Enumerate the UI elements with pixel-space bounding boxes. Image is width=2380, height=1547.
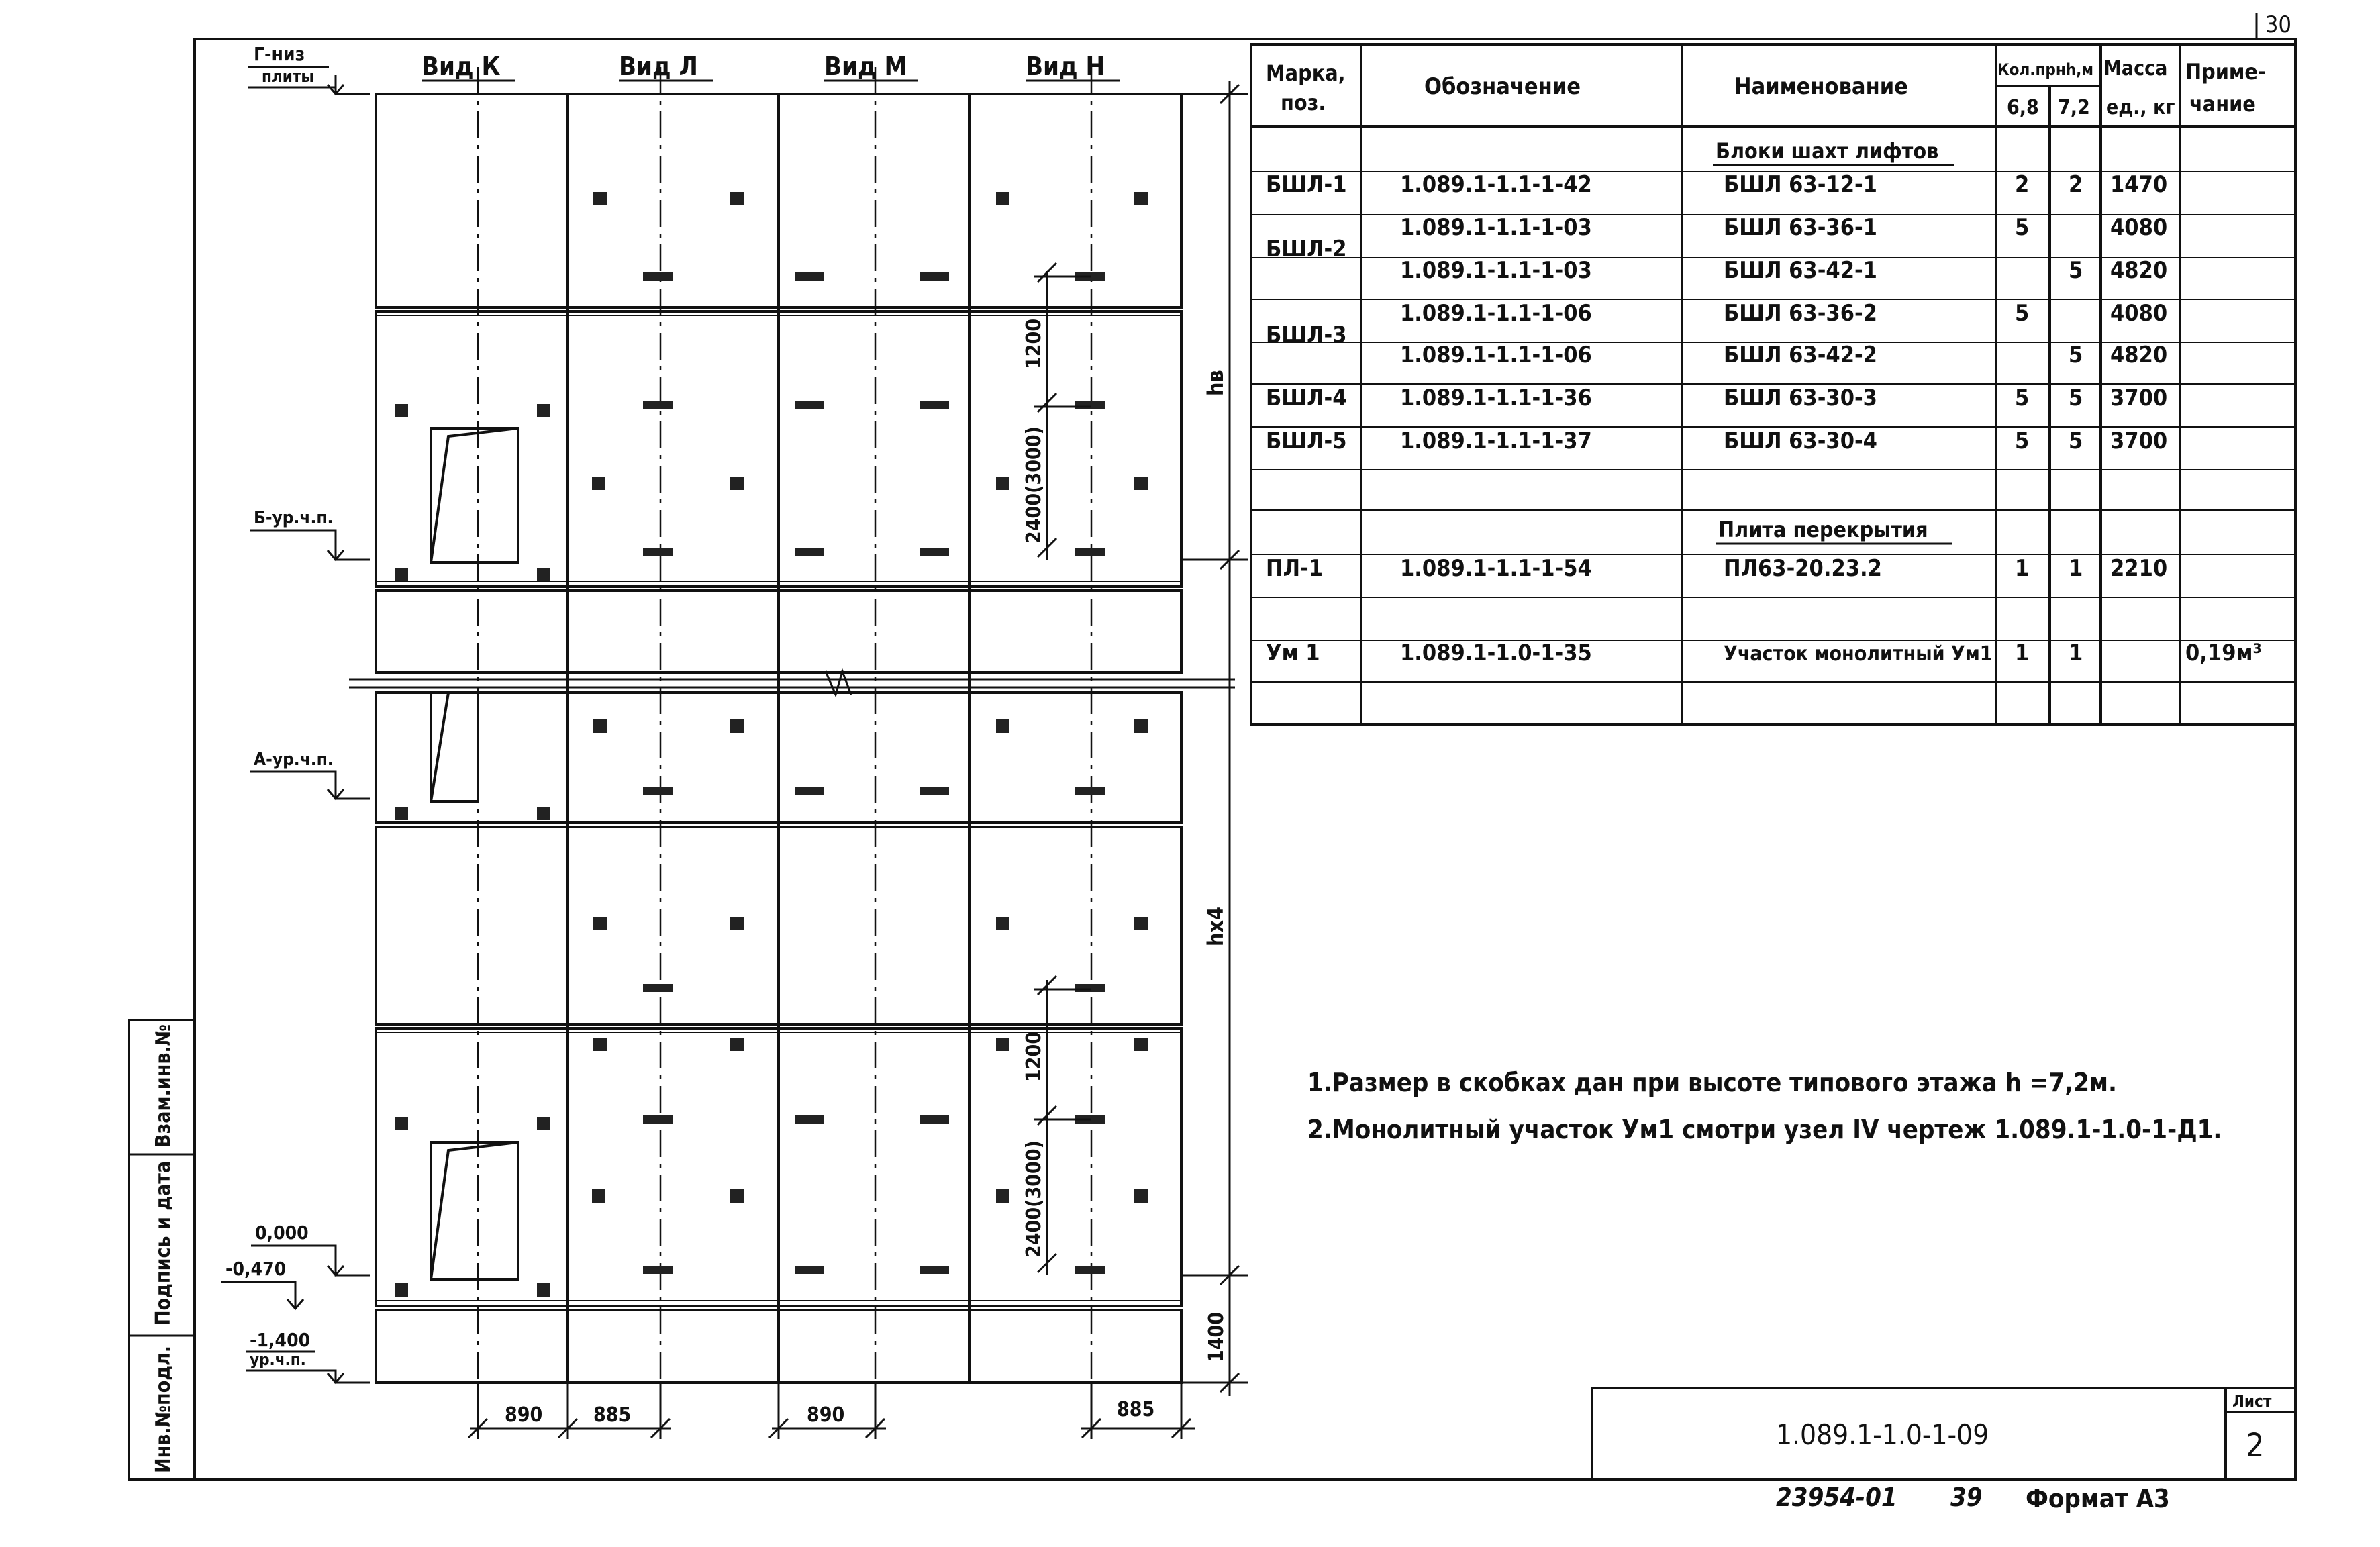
dim-1200-lower: 1200 — [1022, 1031, 1046, 1082]
dim-1400: 1400 — [1205, 1311, 1228, 1362]
table-rows — [1266, 171, 2262, 666]
cell-designation: 1.089.1-1.1-1-06 — [1400, 300, 1592, 327]
level-m0470: -0,470 — [226, 1258, 287, 1280]
embed-square — [1134, 192, 1148, 205]
dim-hx4: hx4 — [1203, 906, 1228, 946]
table-row — [1400, 342, 2167, 368]
cell-designation: 1.089.1-1.1-1-06 — [1400, 342, 1592, 368]
level-marks — [221, 43, 370, 1383]
embed-square — [730, 1189, 744, 1203]
embed-bar — [920, 1266, 949, 1274]
embed-square — [1134, 917, 1148, 930]
embed-square — [592, 1189, 605, 1203]
embed-bar — [643, 787, 673, 795]
embed-square — [1134, 477, 1148, 490]
cell-mass: 4080 — [2110, 300, 2168, 327]
embed-square — [537, 1283, 550, 1297]
title-stamp — [1592, 1388, 2295, 1513]
embed-square — [395, 807, 408, 820]
embed-square — [395, 568, 408, 581]
th-designation: Обозначение — [1424, 73, 1581, 100]
embed-bar — [920, 272, 949, 281]
dimensions — [468, 81, 1248, 1439]
embed-bar — [795, 1115, 824, 1124]
embed-square — [395, 404, 408, 417]
embed-bar — [643, 272, 673, 281]
cell-q72: 5 — [2069, 428, 2083, 454]
embed-square — [730, 477, 744, 490]
dim-bottom-4: 885 — [1117, 1398, 1155, 1421]
embed-square — [1134, 1038, 1148, 1051]
cell-mark: Ум 1 — [1266, 640, 1320, 666]
cell-q72: 5 — [2069, 342, 2083, 368]
th-mass-1: Масса — [2103, 57, 2168, 81]
th-qty: Кол.прнh,м — [1997, 60, 2094, 79]
th-note-2: чание — [2189, 91, 2256, 117]
stamp-format: Формат А3 — [2026, 1484, 2170, 1513]
dim-bottom-2: 885 — [593, 1403, 632, 1427]
cell-designation: 1.089.1-1.1-1-36 — [1400, 385, 1592, 411]
side-label-sign: Подпись и дата — [152, 1160, 175, 1326]
shaft-blocks — [376, 94, 1181, 1383]
cell-designation: 1.089.1-1.1-1-03 — [1400, 214, 1592, 241]
embed-square — [730, 192, 744, 205]
embed-bar — [643, 984, 673, 992]
embed-square — [537, 807, 550, 820]
section-shaft-blocks: Блоки шахт лифтов — [1716, 138, 1939, 164]
view-k-title: Вид К — [422, 52, 501, 81]
cell-designation: 1.089.1-1.1-1-42 — [1400, 171, 1592, 198]
embed-square — [395, 1117, 408, 1130]
side-label-inv: Инв.№подл. — [152, 1345, 175, 1473]
embed-square — [537, 404, 550, 417]
view-l-title: Вид Л — [619, 52, 698, 81]
dim-2400-upper: 2400(3000) — [1022, 426, 1046, 544]
th-qty-72: 7,2 — [2058, 96, 2090, 119]
stamp-inv-number-2: 39 — [1950, 1483, 1983, 1512]
cell-q68: 5 — [2015, 385, 2030, 411]
cell-q68: 5 — [2015, 428, 2030, 454]
embed-square — [537, 568, 550, 581]
stamp-sheet-label: Лист — [2232, 1392, 2272, 1411]
level-a: А-ур.ч.п. — [254, 750, 334, 770]
embed-bar — [1075, 787, 1105, 795]
embed-square — [730, 917, 744, 930]
cell-q68: 5 — [2015, 214, 2030, 241]
th-mark-2: поз. — [1281, 90, 1326, 115]
dim-2400-lower: 2400(3000) — [1022, 1140, 1046, 1258]
embed-square — [996, 1038, 1009, 1051]
stamp-sheet-number: 2 — [2246, 1427, 2265, 1464]
embed-square — [593, 917, 607, 930]
embed-bar — [643, 548, 673, 556]
table-row — [1266, 640, 2262, 666]
cell-q72: 2 — [2069, 171, 2083, 198]
view-n-title: Вид Н — [1026, 52, 1105, 81]
embed-square — [593, 192, 607, 205]
level-b: Б-ур.ч.п. — [254, 508, 334, 528]
cell-designation: 1.089.1-1.1-1-03 — [1400, 257, 1592, 284]
page-number: 30 — [2265, 11, 2291, 38]
level-m1400-line1: -1,400 — [250, 1329, 311, 1351]
notes — [1307, 1068, 2222, 1144]
cell-note: 0,19м³ — [2185, 640, 2262, 666]
cell-mass: 4820 — [2110, 257, 2168, 284]
embed-bar — [920, 1115, 949, 1124]
embed-square — [730, 1038, 744, 1051]
cell-mark: БШЛ-5 — [1266, 428, 1347, 454]
door-openings — [431, 428, 518, 1279]
table-row — [1266, 171, 2167, 198]
embed-square — [592, 477, 605, 490]
cell-mark: БШЛ-2 — [1266, 236, 1347, 262]
cell-designation: 1.089.1-1.1-1-37 — [1400, 428, 1592, 454]
cell-q68: 1 — [2015, 555, 2030, 582]
th-qty-68: 6,8 — [2007, 96, 2039, 119]
cell-name: БШЛ 63-36-2 — [1724, 300, 1877, 327]
embed-square — [996, 192, 1009, 205]
table-row — [1266, 428, 2167, 454]
cell-q72: 1 — [2069, 555, 2083, 582]
table-row — [1266, 385, 2167, 411]
break-lines — [349, 671, 1235, 695]
embed-bar — [795, 787, 824, 795]
embed-bar — [1075, 984, 1105, 992]
spec-table — [1251, 44, 2295, 725]
cell-designation: 1.089.1-1.1-1-54 — [1400, 555, 1592, 582]
embed-square — [1134, 1189, 1148, 1203]
th-note-1: Приме- — [2185, 59, 2266, 85]
stamp-doc-code: 1.089.1-1.0-1-09 — [1776, 1418, 1989, 1451]
embed-bar — [795, 1266, 824, 1274]
section-slab: Плита перекрытия — [1718, 517, 1928, 542]
level-zero: 0,000 — [255, 1221, 309, 1244]
cell-mass: 4080 — [2110, 214, 2168, 241]
embed-bar — [643, 1115, 673, 1124]
embed-square — [996, 917, 1009, 930]
cell-name: Участок монолитный Ум1 — [1724, 642, 1993, 666]
level-top-line1: Г-низ — [254, 43, 305, 65]
cell-mass: 4820 — [2110, 342, 2168, 368]
table-row — [1266, 214, 2167, 262]
cell-q68: 5 — [2015, 300, 2030, 327]
cell-mass: 1470 — [2110, 171, 2168, 198]
cell-name: БШЛ 63-42-1 — [1724, 257, 1877, 284]
dim-bottom-1: 890 — [505, 1403, 543, 1427]
cell-q72: 1 — [2069, 640, 2083, 666]
cell-mark: БШЛ-4 — [1266, 385, 1347, 411]
cell-designation: 1.089.1-1.0-1-35 — [1400, 640, 1592, 666]
embed-bar — [920, 548, 949, 556]
cell-mass: 2210 — [2110, 555, 2168, 582]
embed-bar — [920, 401, 949, 409]
stamp-inv-number: 23954-01 — [1776, 1483, 1897, 1512]
embed-square — [996, 477, 1009, 490]
level-top-line2: плиты — [262, 67, 314, 86]
cell-mark: БШЛ-1 — [1266, 171, 1347, 198]
embed-square — [730, 719, 744, 733]
side-label-replace: Взам.инв.№ — [152, 1024, 175, 1148]
dim-1200-upper: 1200 — [1022, 318, 1046, 369]
embed-bar — [795, 548, 824, 556]
cell-q68: 2 — [2015, 171, 2030, 198]
embed-square — [1134, 719, 1148, 733]
sheet-frame — [129, 39, 2295, 1479]
cell-name: БШЛ 63-36-1 — [1724, 214, 1877, 241]
embed-square — [996, 1189, 1009, 1203]
cell-name: БШЛ 63-30-3 — [1724, 385, 1877, 411]
cell-name: ПЛ63-20.23.2 — [1724, 555, 1882, 582]
cell-name: БШЛ 63-30-4 — [1724, 428, 1877, 454]
embed-bar — [643, 401, 673, 409]
embed-square — [996, 719, 1009, 733]
cell-q72: 5 — [2069, 257, 2083, 284]
cell-name: БШЛ 63-42-2 — [1724, 342, 1877, 368]
embed-bar — [1075, 1266, 1105, 1274]
th-mark-1: Марка, — [1266, 60, 1346, 86]
level-m1400-line2: ур.ч.п. — [250, 1350, 306, 1369]
embed-square — [537, 1117, 550, 1130]
embed-square — [395, 1283, 408, 1297]
cell-mark: ПЛ-1 — [1266, 555, 1323, 582]
note-1: 1.Размер в скобках дан при высоте типового этажа h =7,2м. — [1307, 1068, 2117, 1097]
dim-bottom-3: 890 — [807, 1403, 845, 1427]
embed-bar — [1075, 401, 1105, 409]
view-headers — [422, 52, 1120, 81]
embed-bar — [1075, 548, 1105, 556]
table-row — [1400, 257, 2167, 284]
embed-square — [593, 1038, 607, 1051]
embed-bar — [920, 787, 949, 795]
cell-q72: 5 — [2069, 385, 2083, 411]
cell-mass: 3700 — [2110, 428, 2168, 454]
cell-mark: БШЛ-3 — [1266, 321, 1347, 348]
embed-bar — [795, 401, 824, 409]
dimension-labels — [505, 319, 1228, 1427]
dim-hv: hв — [1203, 370, 1228, 396]
axis-lines — [478, 67, 1091, 1423]
th-name: Наименование — [1734, 73, 1908, 100]
note-2: 2.Монолитный участок Ум1 смотри узел IV чертеж 1.089.1-1.0-1-Д1. — [1307, 1115, 2222, 1144]
cell-q68: 1 — [2015, 640, 2030, 666]
th-mass-2: ед., кг — [2106, 96, 2175, 119]
cell-name: БШЛ 63-12-1 — [1724, 171, 1877, 198]
embed-bar — [795, 272, 824, 281]
cell-mass: 3700 — [2110, 385, 2168, 411]
view-m-title: Вид М — [824, 52, 907, 81]
embed-bar — [643, 1266, 673, 1274]
embed-square — [593, 719, 607, 733]
table-row — [1266, 555, 2167, 582]
